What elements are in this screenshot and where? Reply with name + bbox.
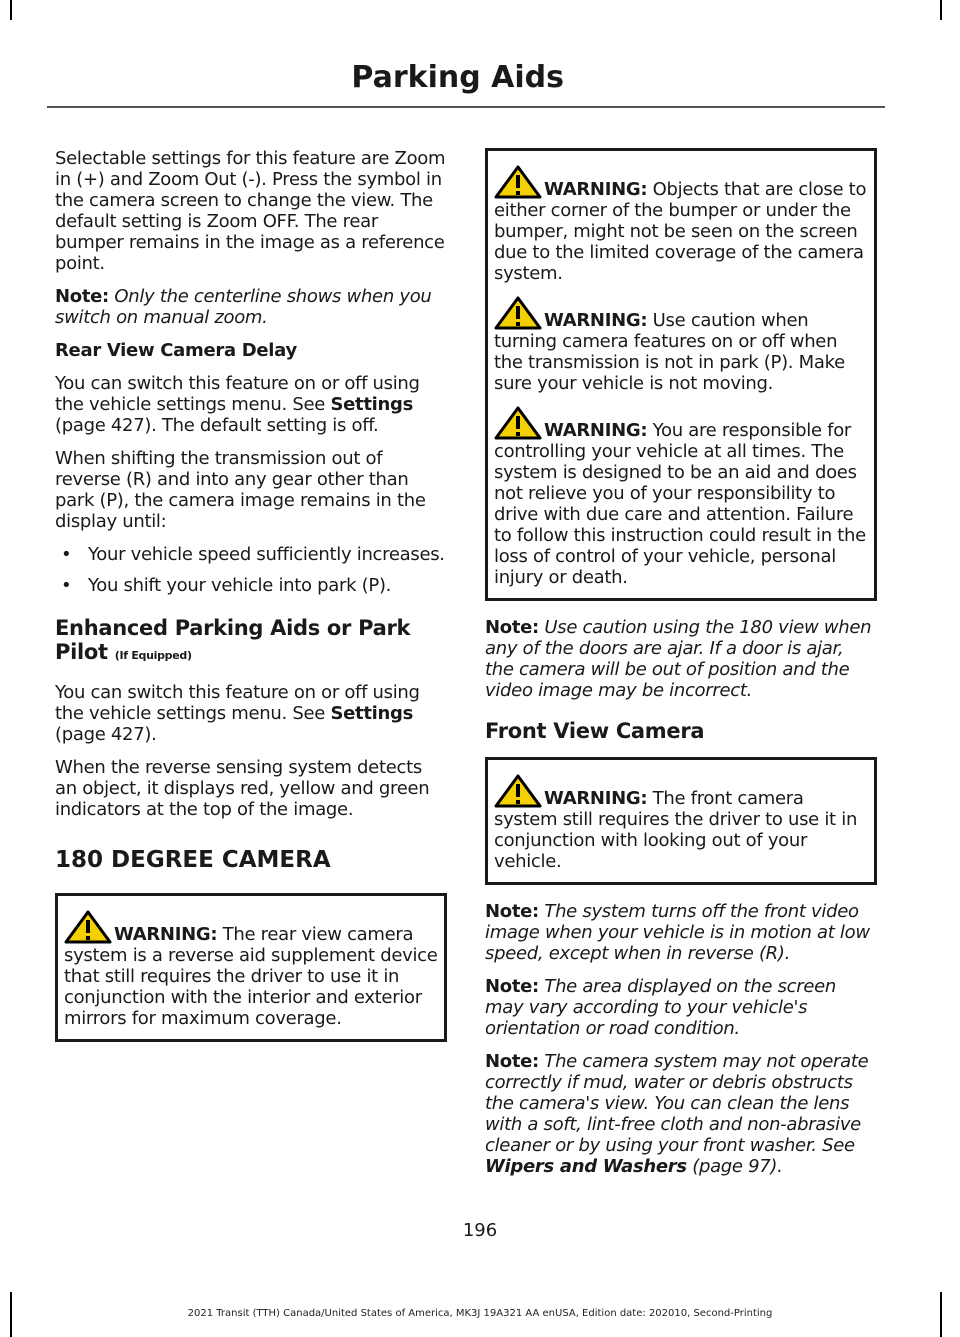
settings-link[interactable]: Settings (330, 703, 414, 724)
header-rule (47, 106, 885, 108)
right-column (485, 148, 877, 1189)
paragraph: You can switch this feature on or off using the vehicle settings menu. See Settings (page 427). The default setting is off. (55, 373, 420, 436)
footer-text: 2021 Transit (TTH) Canada/United States of America, MK3J 19A321 AA enUSA, Edition date: 202010, Second-Printing (187, 1308, 773, 1319)
page-title: Parking Aids (351, 60, 564, 95)
page-number: 196 (462, 1220, 498, 1241)
paragraph: When the reverse sensing system detects an object, it displays red, yellow and green indicators at the top of the image. (55, 757, 430, 820)
settings-link[interactable]: Settings (330, 394, 414, 415)
warning-triangle-icon (494, 406, 542, 440)
paragraph: Selectable settings for this feature are Zoom in (+) and Zoom Out (-). Press the symbol in the camera screen to change the view. The default setting is Zoom OFF. The rear bumper remains in the image as a reference point. (55, 148, 446, 274)
crop-mark-top-right (940, 0, 942, 20)
warning-box: WARNING: The rear view camera system is a reverse aid supplement device that still requires the driver to use it in conjunction with the interior and exterior mirrors for maximum coverage. (55, 893, 447, 1042)
paragraph: When shifting the transmission out of reverse (R) and into any gear other than park (P), the camera image remains in the display until: (55, 448, 426, 532)
note: Note: The camera system may not operate correctly if mud, water or debris obstructs the camera's view. You can clean the lens with a soft, lint-free cloth and non-abrasive cleaner or by using your front washer. See Wipers and Washers (page 97). (485, 1051, 869, 1177)
paragraph: You can switch this feature on or off using the vehicle settings menu. See Settings (page 427). (55, 682, 420, 745)
note: Note: Only the centerline shows when you switch on manual zoom. (55, 286, 432, 328)
crop-mark-top-left (10, 0, 12, 20)
warning-triangle-icon (494, 774, 542, 808)
note: Note: The system turns off the front video image when your vehicle is in motion at low speed, except when in reverse (R). (485, 901, 870, 964)
warning-triangle-icon (64, 910, 112, 944)
note: Note: Use caution using the 180 view when any of the doors are ajar. If a door is ajar, the camera will be out of position and the video image may be incorrect. (485, 617, 872, 701)
warning-triangle-icon (494, 165, 542, 199)
warning-box: WARNING: Objects that are close to either corner of the bumper or under the bumper, might not be seen on the screen due to the limited coverage of the camera system. WARNING: Use caution when turning camera features on or off when the transmission is not in park (P). Make sure your vehicle is not moving. WARNING: You are responsible for controlling your vehicle at all times. The system is designed to be an aid and does not relieve you of your responsibility to drive with due care and attention. Failure to follow this instruction could result in the loss of control of your vehicle, personal injury or death. (485, 148, 877, 601)
list-item: • You shift your vehicle into park (P). (55, 575, 447, 596)
wipers-and-washers-link[interactable]: Wipers and Washers (485, 1156, 687, 1177)
chapter-heading: 180 DEGREE CAMERA (55, 847, 331, 873)
list-item: • Your vehicle speed sufficiently increases. (55, 544, 447, 565)
section-heading: Rear View Camera Delay (55, 340, 297, 361)
left-column (55, 148, 447, 1058)
warning-triangle-icon (494, 296, 542, 330)
note: Note: The area displayed on the screen may vary according to your vehicle's orientation or road condition. (485, 976, 837, 1039)
section-heading: Enhanced Parking Aids or Park Pilot (If Equipped) (55, 616, 411, 664)
section-heading: Front View Camera (485, 719, 705, 743)
bullet-list (55, 544, 447, 596)
warning-box: WARNING: The front camera system still requires the driver to use it in conjunction with looking out of your vehicle. (485, 757, 877, 885)
